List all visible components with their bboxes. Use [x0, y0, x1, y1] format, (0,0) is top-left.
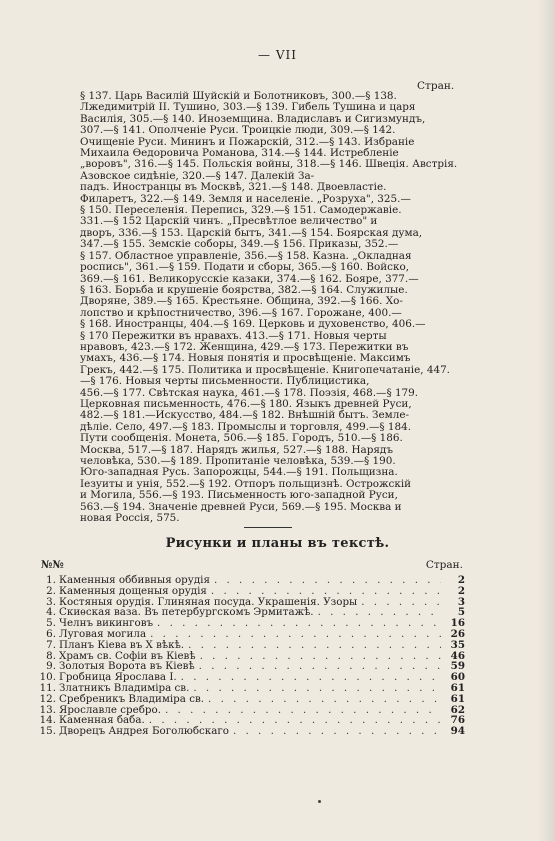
dot-leader [157, 618, 441, 629]
toc-line: Іезуиты и унія, 552.—§ 192. Отпоръ польщизнѣ. Острожскій [80, 477, 412, 490]
dot-leader [211, 586, 441, 597]
figure-page: 61 [450, 692, 465, 705]
toc-line: 482.—§ 181.—Искусство, 484.—§ 182. Внѣшній бытъ. Земле- [80, 409, 410, 422]
figure-number: 4. [46, 606, 56, 619]
dot-leader [150, 629, 441, 640]
toc-line: нравовъ, 423.—§ 172. Женщина, 429.—§ 173. Пережитки въ [80, 340, 409, 353]
figure-number: 7. [46, 638, 56, 651]
print-mark [318, 800, 321, 803]
dot-leader [214, 575, 441, 586]
figure-title: Сребреникъ Владиміра св. [59, 692, 205, 705]
toc-line: дворъ, 336.—§ 153. Царскій бытъ, 341.—§ 154. Боярская дума, [80, 226, 423, 239]
toc-line: § 163. Борьба и крушеніе боярства, 382.—§ 164. Служилые. [80, 283, 408, 296]
toc-line: новая Россія, 575. [80, 512, 180, 525]
toc-line: Лжедимитрій II. Тушино, 303.—§ 139. Гибель Тушина и царя [80, 101, 416, 114]
figure-title: Скиѳская ваза. Въ петербургскомъ Эрмитажѣ. [59, 606, 314, 619]
toc-line: § 170 Пережитки въ нравахъ. 413.—§ 171. Новыя черты [80, 329, 387, 342]
figure-title: Каменная баба. [59, 714, 145, 727]
toc-line: падъ. Иностранцы въ Москвѣ, 321.—§ 148. Двоевластіе. [80, 181, 387, 194]
figure-title: Дворецъ Андрея Боголюбскаго [59, 725, 229, 738]
figure-number: 3. [46, 595, 56, 608]
figures-section-title: Рисунки и планы въ текстѣ. [165, 536, 390, 551]
toc-line: и Могила, 556.—§ 193. Письменность юго-западной Руси, [80, 489, 398, 502]
toc-line: роспись", 361.—§ 159. Подати и сборы, 365.—§ 160. Войско, [80, 261, 410, 274]
figure-page: 5 [457, 606, 465, 619]
toc-line: Филаретъ, 322.—§ 149. Земля и населеніе. „Розруха", 325.— [80, 192, 411, 205]
figure-number: 10. [39, 671, 56, 684]
figures-list [38, 575, 465, 737]
figure-number: 13. [39, 703, 56, 716]
figure-page: 94 [450, 725, 465, 738]
figure-title: Златникъ Владиміра св. [59, 681, 190, 694]
dot-leader [208, 694, 441, 705]
figure-list-item [38, 586, 465, 597]
toc-line: 563.—§ 194. Значеніе древней Руси, 569.—§ 195. Москва и [80, 500, 402, 513]
figure-page: 60 [450, 671, 465, 684]
figure-page: 46 [450, 649, 465, 662]
toc-line: Грекъ, 442.—§ 175. Политика и просвѣщеніе. Книгопечатаніе, 447.—§ 176. Новыя черты письменности. Публицистика, [80, 363, 450, 388]
number-column-label: №№ [41, 559, 64, 571]
figure-title: Храмъ св. Софіи въ Кіевѣ [59, 649, 196, 662]
figure-number: 8. [46, 649, 56, 662]
dot-leader [165, 705, 441, 716]
toc-line: § 157. Областное управленіе, 356.—§ 158. Казна. „Окладная [80, 249, 412, 262]
figure-title: Каменныя дощеныя орудія [59, 584, 207, 597]
toc-line: Москва, 517.—§ 187. Нарядъ жилья, 527.—§ 188. Нарядъ [80, 443, 393, 456]
figure-page: 61 [450, 681, 465, 694]
figure-number: 15. [39, 725, 56, 738]
toc-line: § 150. Переселенія. Перепись, 329.—§ 151. Самодержавіе. [80, 204, 402, 217]
figure-number: 11. [39, 681, 56, 694]
page-number: — VII [258, 48, 297, 62]
toc-line: дѣліе. Село, 497.—§ 183. Промыслы и торговля, 499.—§ 184. [80, 420, 412, 433]
figure-page: 26 [450, 627, 465, 640]
figure-number: 14. [39, 714, 56, 727]
figure-number: 5. [46, 617, 56, 630]
figure-number: 2. [46, 584, 56, 597]
figure-title: Золотыя Ворота въ Кіевѣ [59, 660, 195, 673]
figure-page: 2 [457, 584, 465, 597]
page-column-label: Стран. [425, 559, 463, 571]
toc-line: 307.—§ 141. Ополченіе Руси. Троицкіе люди, 309.—§ 142. [80, 124, 396, 137]
toc-line: 331.—§ 152 Царскій чинъ. „Пресвѣтлое величество" и [80, 215, 378, 228]
figure-list-item [38, 640, 465, 651]
toc-line: 369.—§ 161. Великорусскіе казаки, 374.—§ 162. Бояре, 377.— [80, 272, 419, 285]
dot-leader [200, 651, 441, 662]
figure-page: 2 [457, 574, 465, 586]
toc-line: человѣка, 530.—§ 189. Пропитаніе человѣка, 539.—§ 190. [80, 455, 396, 467]
figure-title: Челнъ викинговъ [59, 617, 154, 630]
dot-leader [361, 597, 441, 608]
toc-line: Юго-западная Русь. Запорожцы, 544.—§ 191. Польщизна. [80, 466, 398, 479]
dot-leader [193, 683, 441, 694]
toc-line: Церковная письменность, 476.—§ 180. Языкъ древней Руси, [80, 397, 412, 410]
toc-line: „воровъ", 316.—§ 145. Польскія войны, 318.—§ 146. Швеція. Австрія. Азовское сидѣніе, 320.—§ 147. Далекій За- [80, 158, 458, 182]
figure-number: 12. [39, 692, 56, 705]
section-divider [244, 527, 292, 528]
toc-line: лопство и крѣпостничество, 396.—§ 167. Горожане, 400.— [80, 306, 402, 319]
figure-number: 6. [46, 627, 56, 640]
figure-title: Луговая могила [59, 627, 147, 640]
toc-line: умахъ, 436.—§ 174. Новыя понятія и просвѣщеніе. Максимъ [80, 352, 411, 365]
figure-page: 16 [450, 617, 465, 630]
figure-page: 62 [450, 703, 465, 716]
figure-number: 1. [46, 574, 56, 586]
figure-list-item [38, 694, 465, 705]
figure-number: 9. [46, 660, 56, 673]
toc-line: Василія, 305.—§ 140. Иноземщина. Владиславъ и Сигизмундъ, [80, 112, 426, 125]
toc-line: Пути сообщенія. Монета, 506.—§ 185. Городъ, 510.—§ 186. [80, 432, 403, 445]
toc-line: 456.—§ 177. Свѣтская наука, 461.—§ 178. Поэзія, 468.—§ 179. [80, 386, 419, 399]
figure-title: Планъ Кіева въ X вѣкѣ. [59, 638, 185, 651]
dot-leader [233, 726, 441, 737]
dot-leader [199, 661, 441, 672]
toc-line: § 137. Царь Василій Шуйскій и Болотниковъ, 300.—§ 138. [80, 90, 397, 102]
toc-line: Михаила Ѳедоровича Романова, 314.—§ 144. Истребленіе [80, 147, 399, 160]
figure-title: Ярославле сребро. [59, 703, 161, 716]
toc-line: 347.—§ 155. Земскіе соборы, 349.—§ 156. Приказы, 352.— [80, 238, 399, 251]
figure-title: Костяныя орудія. Глиняная посуда. Украшенія. Узоры [59, 595, 358, 608]
figure-page: 59 [450, 660, 465, 673]
figure-list-item [38, 726, 465, 737]
dot-leader [188, 640, 441, 651]
figure-page: 35 [450, 638, 465, 651]
figure-page: 3 [457, 595, 465, 608]
figure-page: 76 [450, 714, 465, 727]
figure-title: Гробница Ярослава I. [59, 671, 177, 684]
toc-line: § 168. Иностранцы, 404.—§ 169. Церковь и духовенство, 406.— [80, 318, 426, 331]
figures-list-header [41, 559, 463, 571]
table-of-contents [80, 91, 458, 524]
toc-line: Дворяне, 389.—§ 165. Крестьяне. Община, 392.—§ 166. Хо- [80, 295, 403, 308]
figure-title: Каменныя оббивныя орудія [59, 574, 210, 586]
dot-leader [318, 607, 441, 618]
dot-leader [181, 672, 441, 683]
toc-line: Очищеніе Руси. Мининъ и Пожарскій, 312.—§ 143. Избраніе [80, 135, 415, 148]
page-column-label: Стран. [417, 80, 455, 92]
